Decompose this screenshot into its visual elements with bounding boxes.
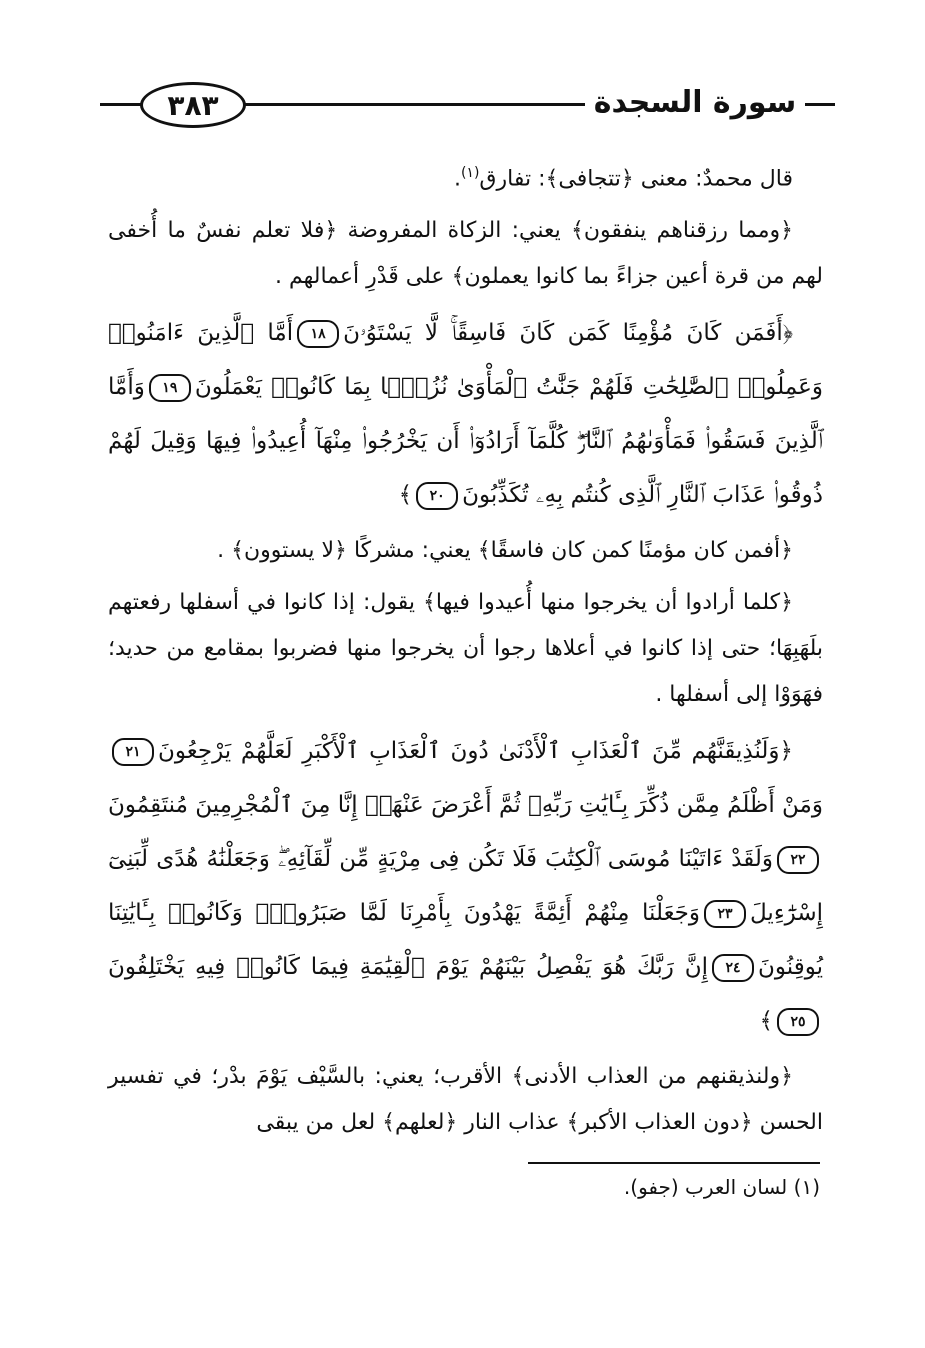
commentary-paragraph: ﴿ولنذيقنهم من العذاب الأدنى﴾ الأقرب؛ يعني: بالسَّيْف يَوْمَ بدْر؛ في تفسير الحسن ﴿دون العذاب الأكبر﴾ عذاب النار ﴿لعلهم﴾ لعل من يبقى	[108, 1064, 823, 1136]
header-rule-middle	[245, 103, 585, 106]
ayah-number-marker: ١٨	[297, 320, 339, 348]
quran-verse-block	[108, 724, 823, 1048]
ayah-number-marker: ١٩	[149, 374, 191, 402]
footnote-reference: (١)	[460, 165, 480, 181]
closing-bracket: ﴾	[759, 1008, 773, 1035]
footnote: (١) لسان العرب (جفو).	[623, 1175, 820, 1199]
header-rule-left	[100, 103, 145, 106]
ayah-number-marker: ٢٥	[777, 1008, 819, 1036]
closing-bracket: ﴾	[398, 482, 413, 509]
ayah-number-marker: ٢٣	[704, 900, 746, 928]
commentary-paragraph	[108, 150, 823, 202]
ayah-number-marker: ٢٤	[712, 954, 754, 982]
verse-text: وَلَقَدْ ءَاتَيْنَا مُوسَى ٱلْكِتَٰبَ فَلَا تَكُن فِى مِرْيَةٍ مِّن لِّقَآئِهِۦۖ وَجَعَلْنَٰهُ هُدًى لِّبَنِىٓ إِسْرَٰٓءِيلَ	[108, 846, 823, 927]
ayah-number-marker: ٢٠	[416, 482, 458, 510]
ayah-number-marker: ٢٢	[777, 846, 819, 874]
ayah-number-marker: ٢١	[112, 738, 154, 766]
commentary-paragraph: ﴿أفمن كان مؤمنًا كمن كان فاسقًا﴾ يعني: مشركًا ﴿لا يستوون﴾ .	[217, 538, 793, 564]
footnote-separator	[528, 1162, 820, 1164]
commentary-text: .	[453, 166, 461, 192]
verse-text: وَمَنْ أَظْلَمُ مِمَّن ذُكِّرَ بِـَٔايَٰتِ رَبِّهِۦ ثُمَّ أَعْرَضَ عَنْهَآۚ إِنَّا مِنَ ٱلْمُجْرِمِينَ مُنتَقِمُونَ	[108, 792, 823, 819]
verse-text: وَأَمَّا ٱلَّذِينَ فَسَقُوا۟ فَمَأْوَىٰهُمُ ٱلنَّارُۖ كُلَّمَآ أَرَادُوٓا۟ أَن يَخْرُجُوا۟ مِنْهَآ أُعِيدُوا۟ فِيهَا وَقِيلَ لَهُمْ ذُوقُوا۟ عَذَابَ ٱلنَّارِ ٱلَّذِى كُنتُم بِهِۦ تُكَذِّبُونَ	[108, 374, 823, 509]
page-header	[100, 80, 835, 126]
page-number: ٣٨٣	[140, 82, 246, 128]
page-body	[108, 150, 823, 1152]
verse-text: إِنَّ رَبَّكَ هُوَ يَفْصِلُ بَيْنَهُمْ يَوْمَ ٱلْقِيَٰمَةِ فِيمَا كَانُوا۟ فِيهِ يَخْتَلِفُونَ	[108, 954, 708, 981]
quran-verse-block	[108, 306, 823, 522]
verse-text: ﴿وَلَنُذِيقَنَّهُم مِّنَ ٱلْعَذَابِ ٱلْأَدْنَىٰ دُونَ ٱلْعَذَابِ ٱلْأَكْبَرِ لَعَلَّهُمْ يَرْجِعُونَ	[158, 738, 793, 765]
surah-title: سورة السجدة	[593, 85, 797, 120]
commentary-text: قال محمدٌ: معنى ﴿تتجافى﴾: تفارق	[479, 166, 793, 192]
verse-text: أَمَّا ٱلَّذِينَ ءَامَنُوا۟ وَعَمِلُوا۟ ٱلصَّٰلِحَٰتِ فَلَهُمْ جَنَّٰتُ ٱلْمَأْوَىٰ نُزُلًۢا بِمَا كَانُوا۟ يَعْمَلُونَ	[108, 320, 823, 401]
verse-text: وَجَعَلْنَا مِنْهُمْ أَئِمَّةً يَهْدُونَ بِأَمْرِنَا لَمَّا صَبَرُوا۟ۖ وَكَانُوا۟ بِـَٔايَٰتِنَا يُوقِنُونَ	[108, 900, 823, 981]
commentary-paragraph: ﴿كلما أرادوا أن يخرجوا منها أُعيدوا فيها﴾ يقول: إذا كانوا في أسفلها رفعتهم بلَهَبِهَا؛ حتى إذا كانوا في أعلاها رجوا أن يخرجوا منها فضربوا بمقامع من حديد؛ فهَوَوْا إلى أسفلها .	[108, 590, 823, 708]
verse-text: ﴿أَفَمَن كَانَ مُؤْمِنًا كَمَن كَانَ فَاسِقًاۚ لَّا يَسْتَوُۥنَ	[343, 320, 793, 347]
header-rule-right	[805, 103, 835, 106]
commentary-paragraph: ﴿ومما رزقناهم ينفقون﴾ يعني: الزكاة المفروضة ﴿فلا تعلم نفسٌ ما أُخفى لهم من قرة أعين جزاءً بما كانوا يعملون﴾ على قَدْرِ أعمالهم .	[108, 218, 823, 290]
